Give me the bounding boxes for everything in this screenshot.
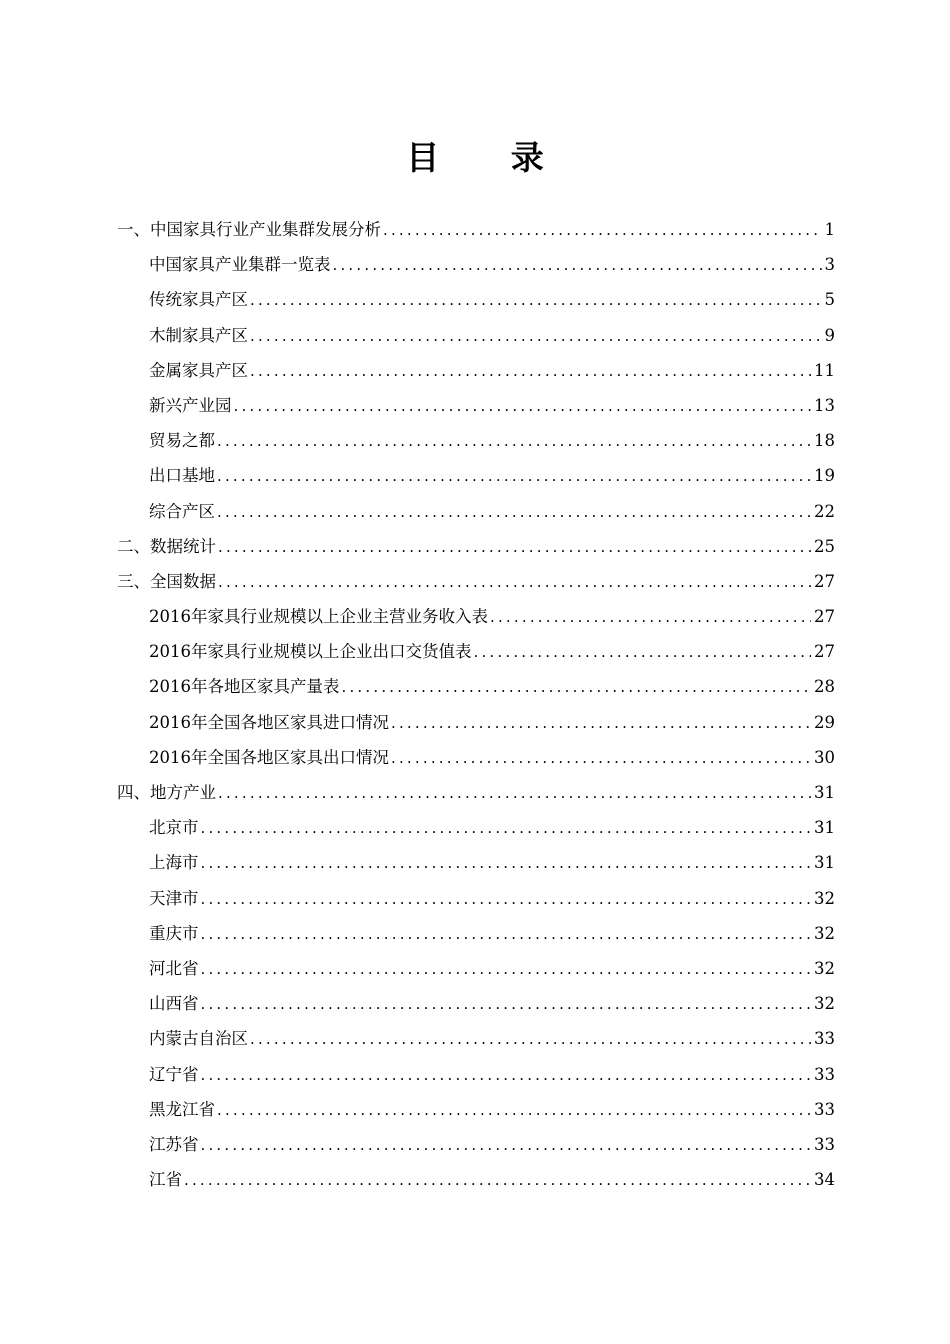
toc-page-number: 32 — [814, 958, 835, 978]
toc-page-number: 33 — [814, 1099, 835, 1119]
toc-entry-label: 2016年家具行业规模以上企业主营业务收入表 — [149, 607, 488, 627]
toc-page-number: 9 — [824, 325, 835, 345]
toc-entry-label: 2016年家具行业规模以上企业出口交货值表 — [149, 642, 472, 662]
toc-dot-leader — [201, 846, 812, 881]
toc-dot-leader — [391, 741, 811, 776]
toc-section-entry[interactable] — [117, 564, 835, 599]
toc-page-number: 27 — [814, 607, 835, 627]
toc-page-number: 27 — [814, 571, 835, 591]
toc-entry-label: 江苏省 — [149, 1134, 199, 1154]
toc-entry-label: 内蒙古自治区 — [149, 1029, 248, 1049]
toc-entry-label: 综合产区 — [149, 501, 215, 521]
toc-page-number: 32 — [814, 923, 835, 943]
toc-entry-label: 一、中国家具行业产业集群发展分析 — [117, 220, 381, 239]
toc-dot-leader — [201, 882, 812, 917]
toc-entry-label: 2016年全国各地区家具出口情况 — [149, 747, 389, 767]
toc-subsection-entry[interactable] — [117, 458, 835, 493]
toc-subsection-entry[interactable] — [117, 634, 835, 669]
toc-page-number: 1 — [824, 220, 835, 239]
toc-subsection-entry[interactable] — [117, 845, 835, 880]
toc-section-entry[interactable] — [117, 775, 835, 810]
toc-dot-leader — [490, 600, 811, 635]
toc-subsection-entry[interactable] — [117, 423, 835, 458]
toc-dot-leader — [218, 776, 811, 811]
toc-subsection-entry[interactable] — [117, 494, 835, 529]
toc-subsection-entry[interactable] — [117, 599, 835, 634]
toc-subsection-entry[interactable] — [117, 1021, 835, 1056]
toc-entry-label: 四、地方产业 — [117, 783, 216, 802]
toc-subsection-entry[interactable] — [117, 740, 835, 775]
toc-page-number: 29 — [814, 712, 835, 732]
toc-entry-label: 山西省 — [149, 994, 199, 1014]
toc-subsection-entry[interactable] — [117, 353, 835, 388]
toc-entry-label: 2016年各地区家具产量表 — [149, 677, 340, 697]
toc-page-number: 31 — [814, 783, 835, 802]
toc-subsection-entry[interactable] — [117, 1162, 835, 1197]
toc-dot-leader — [218, 565, 811, 600]
toc-subsection-entry[interactable] — [117, 705, 835, 740]
toc-dot-leader — [250, 283, 822, 318]
toc-dot-leader — [342, 670, 812, 705]
toc-dot-leader — [201, 811, 812, 846]
toc-entry-label: 三、全国数据 — [117, 571, 216, 591]
toc-page-number: 30 — [814, 747, 835, 767]
toc-subsection-entry[interactable] — [117, 1057, 835, 1092]
toc-dot-leader — [201, 1128, 812, 1163]
toc-page-number: 3 — [824, 255, 835, 275]
toc-subsection-entry[interactable] — [117, 318, 835, 353]
toc-entry-label: 上海市 — [149, 853, 199, 873]
toc-dot-leader — [201, 952, 812, 987]
toc-subsection-entry[interactable] — [117, 986, 835, 1021]
toc-page-number: 19 — [814, 466, 835, 486]
toc-subsection-entry[interactable] — [117, 282, 835, 317]
toc-page-number: 31 — [814, 853, 835, 873]
toc-entry-label: 木制家具产区 — [149, 325, 248, 345]
toc-dot-leader — [217, 1093, 811, 1128]
toc-entry-label: 天津市 — [149, 888, 199, 908]
toc-dot-leader — [217, 495, 811, 530]
toc-page-number: 22 — [814, 501, 835, 521]
toc-page-number: 33 — [814, 1064, 835, 1084]
toc-entry-label: 黑龙江省 — [149, 1099, 215, 1119]
toc-page-number: 18 — [814, 431, 835, 451]
toc-dot-leader — [201, 917, 812, 952]
toc-subsection-entry[interactable] — [117, 916, 835, 951]
toc-dot-leader — [184, 1163, 811, 1198]
toc-subsection-entry[interactable] — [117, 247, 835, 282]
toc-entry-label: 新兴产业园 — [149, 395, 232, 415]
toc-dot-leader — [474, 635, 812, 670]
toc-subsection-entry[interactable] — [117, 1127, 835, 1162]
page-title: 目 录 — [406, 138, 574, 177]
toc-dot-leader — [383, 213, 822, 248]
toc-page-number: 34 — [814, 1170, 835, 1190]
toc-subsection-entry[interactable] — [117, 1092, 835, 1127]
toc-page-number: 27 — [814, 642, 835, 662]
toc-page-number: 25 — [814, 536, 835, 556]
toc-dot-leader — [218, 530, 811, 565]
toc-dot-leader — [333, 248, 822, 283]
toc-dot-leader — [201, 1058, 812, 1093]
toc-dot-leader — [250, 319, 822, 354]
toc-section-entry[interactable] — [117, 212, 835, 247]
toc-dot-leader — [234, 389, 812, 424]
toc-entry-label: 河北省 — [149, 958, 199, 978]
toc-page-number: 28 — [814, 677, 835, 697]
toc-subsection-entry[interactable] — [117, 669, 835, 704]
toc-entry-label: 重庆市 — [149, 923, 199, 943]
table-of-contents — [117, 212, 835, 1197]
toc-dot-leader — [250, 1022, 811, 1057]
toc-entry-label: 传统家具产区 — [149, 290, 248, 310]
toc-dot-leader — [250, 354, 811, 389]
toc-entry-label: 2016年全国各地区家具进口情况 — [149, 712, 389, 732]
toc-entry-label: 金属家具产区 — [149, 360, 248, 380]
toc-entry-label: 中国家具产业集群一览表 — [149, 255, 331, 275]
toc-entry-label: 江省 — [149, 1170, 182, 1190]
toc-entry-label: 贸易之都 — [149, 431, 215, 451]
toc-page-number: 5 — [824, 290, 835, 310]
toc-page-number: 11 — [814, 360, 835, 380]
toc-subsection-entry[interactable] — [117, 951, 835, 986]
toc-dot-leader — [201, 987, 812, 1022]
toc-page-number: 32 — [814, 994, 835, 1014]
toc-entry-label: 出口基地 — [149, 466, 215, 486]
toc-page-number: 32 — [814, 888, 835, 908]
toc-subsection-entry[interactable] — [117, 388, 835, 423]
toc-dot-leader — [217, 459, 811, 494]
toc-dot-leader — [217, 424, 811, 459]
toc-entry-label: 北京市 — [149, 818, 199, 838]
toc-entry-label: 二、数据统计 — [117, 536, 216, 556]
toc-section-entry[interactable] — [117, 529, 835, 564]
toc-page-number: 13 — [814, 395, 835, 415]
toc-subsection-entry[interactable] — [117, 810, 835, 845]
toc-dot-leader — [391, 706, 811, 741]
toc-entry-label: 辽宁省 — [149, 1064, 199, 1084]
toc-page-number: 33 — [814, 1134, 835, 1154]
toc-page-number: 31 — [814, 818, 835, 838]
toc-subsection-entry[interactable] — [117, 881, 835, 916]
toc-page-number: 33 — [814, 1029, 835, 1049]
